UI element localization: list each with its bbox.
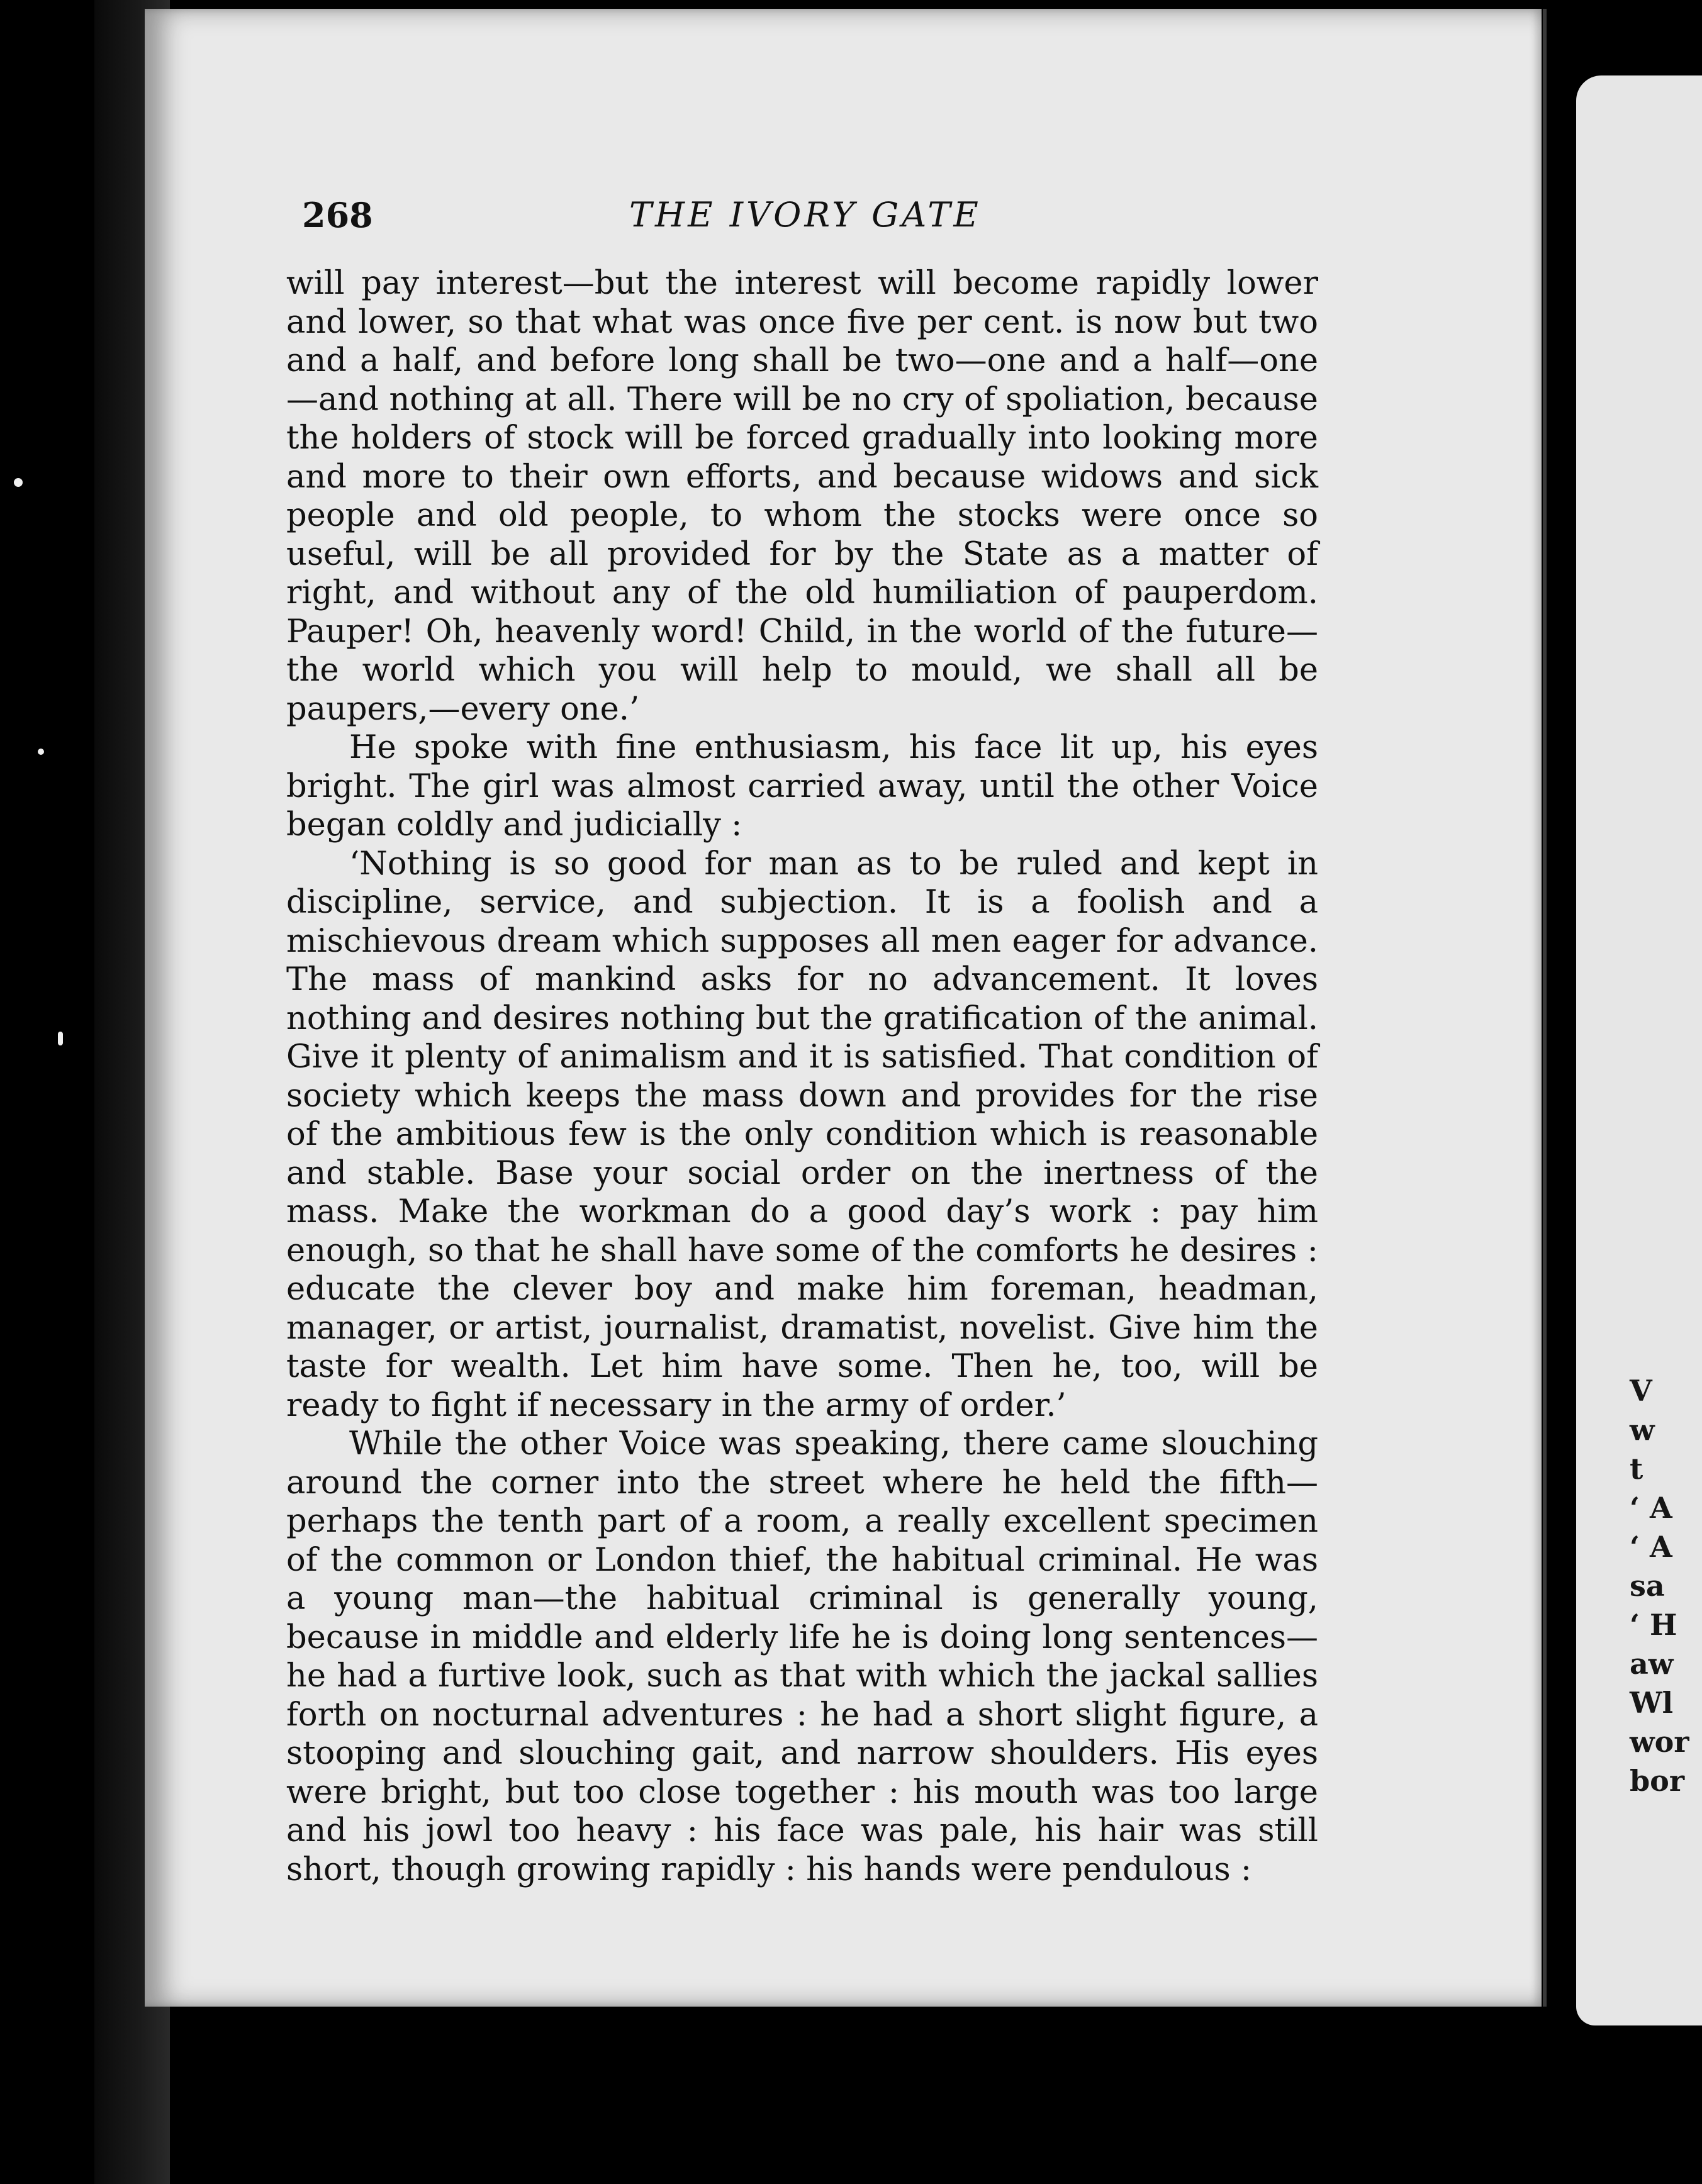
facing-page-fragment: ‘ A <box>1630 1491 1672 1525</box>
facing-page-fragment: V <box>1630 1374 1652 1408</box>
facing-page-fragment: w <box>1630 1413 1655 1447</box>
dust-speck <box>58 1032 63 1045</box>
facing-page-fragment: Wl <box>1630 1686 1674 1720</box>
dust-speck <box>14 478 23 487</box>
paragraph: He spoke with fine enthusiasm, his face lit up, his eyes bright. The girl was almost carried away, until the other Voice began coldly and judicially : <box>286 729 1318 844</box>
page-number: 268 <box>302 195 373 235</box>
facing-page-fragment: aw <box>1630 1647 1674 1681</box>
body-text <box>286 264 1318 1889</box>
page-header <box>302 195 1321 245</box>
facing-page-fragment: sa <box>1630 1569 1665 1603</box>
running-head: THE IVORY GATE <box>629 195 982 235</box>
paragraph: While the other Voice was speaking, there came slouching around the corner into the street where he held the fifth—perhaps the tenth part of a room, a really excellent specimen of the common or London thief, the habitual criminal. He was a young man—the habitual criminal is generally young, because in middle and elderly life he is doing long sentences—he had a furtive look, such as that with which the jackal sallies forth on nocturnal adventures : he had a short slight figure, a stooping and slouching gait, and narrow shoulders. His eyes were bright, but too close together : his mouth was too large and his jowl too heavy : his face was pale, his hair was still short, though growing rapidly : his hands were pendulous : <box>286 1425 1318 1888</box>
facing-page-fragment: ‘ A <box>1630 1530 1672 1564</box>
facing-page-fragment: wor <box>1630 1725 1689 1759</box>
paragraph: will pay interest—but the interest will become rapidly lower and lower, so that what was once five per cent. is now but two and a half, and before long shall be two—one and a half—one —and nothing at all. There will be no cry of spoliation, because the holders of stock will be forced gradually into looking more and more to their own efforts, and because widows and sick people and old people, to whom the stocks were once so useful, will be all provided for by the State as a matter of right, and without any of the old humiliation of pauperdom. Pauper! Oh, heavenly word! Child, in the world of the future—the world which you will help to mould, we shall all be paupers,—every one.’ <box>286 265 1318 728</box>
facing-page-fragments <box>1630 1371 1689 1800</box>
dust-speck <box>38 749 44 755</box>
facing-page-fragment: t <box>1630 1452 1643 1486</box>
facing-page-fragment: ‘ H <box>1630 1608 1677 1642</box>
facing-page-fragment: bor <box>1630 1764 1685 1798</box>
page-edge <box>1543 9 1547 2007</box>
paragraph: ‘Nothing is so good for man as to be ruled and kept in discipline, service, and subjection. It is a foolish and a mischievous dream which supposes all men eager for advance. The mass of mankind asks for no advancement. It loves nothing and desires nothing but the gratification of the animal. Give it plenty of animalism and it is satisfied. That condition of society which keeps the mass down and provides for the rise of the ambitious few is the only condition which is reasonable and stable. Base your social order on the inertness of the mass. Make the workman do a good day’s work : pay him enough, so that he shall have some of the comforts he desires : educate the clever boy and make him foreman, headman, manager, or artist, journalist, dramatist, novelist. Give him the taste for wealth. Let him have some. Then he, too, will be ready to fight if necessary in the army of order.’ <box>286 845 1318 1424</box>
